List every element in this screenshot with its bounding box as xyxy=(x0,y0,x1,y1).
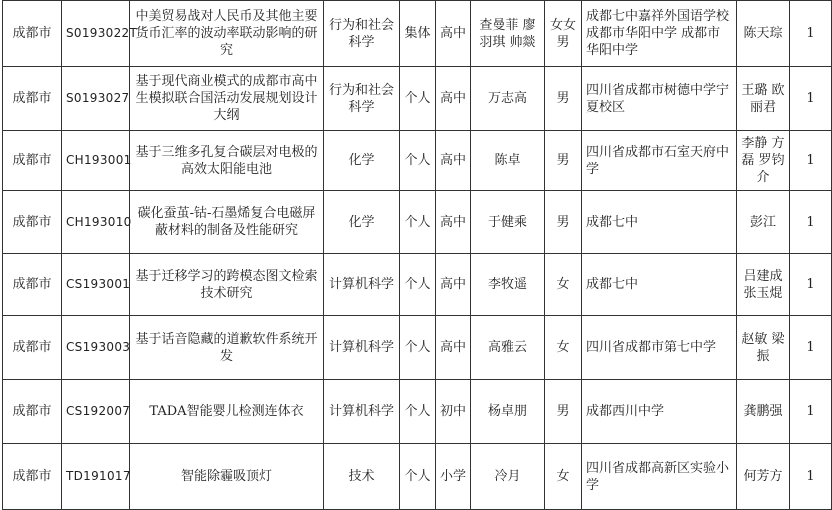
code-cell: S0193022T xyxy=(62,1,130,67)
category-cell: 行为和社会科学 xyxy=(324,67,400,131)
type-cell: 个人 xyxy=(400,191,436,254)
type-cell: 个人 xyxy=(400,444,436,510)
school-cell xyxy=(582,254,737,316)
city-cell: 成都市 xyxy=(3,131,62,191)
school-text: 四川省成都市石室天府中学 xyxy=(586,144,730,177)
code-cell: CH193010 xyxy=(62,191,130,254)
school-text: 成都七中 xyxy=(586,277,639,292)
project-cell: 碳化蚕茧-钴-石墨烯复合电磁屏蔽材料的制备及性能研究 xyxy=(130,191,324,254)
school-cell xyxy=(582,67,737,131)
level-cell: 高中 xyxy=(436,191,471,254)
results-table xyxy=(2,0,832,510)
level-cell: 高中 xyxy=(436,1,471,67)
teacher-cell: 陈天琮 xyxy=(737,1,790,67)
school-text: 成都七中 xyxy=(586,214,639,230)
category-cell: 计算机科学 xyxy=(324,316,400,380)
gender-cell: 男 xyxy=(545,380,582,444)
type-cell: 个人 xyxy=(400,316,436,380)
category-cell: 技术 xyxy=(324,444,400,510)
students-cell: 万志高 xyxy=(471,67,545,131)
category-cell: 化学 xyxy=(324,131,400,191)
level-cell: 高中 xyxy=(436,131,471,191)
project-cell: 基于话音隐藏的道歉软件系统开发 xyxy=(130,316,324,380)
table-row xyxy=(3,67,832,131)
code-cell: TD191017 xyxy=(62,444,130,510)
code-cell: CS193003 xyxy=(62,316,130,380)
school-text: 成都西川中学 xyxy=(586,404,665,419)
gender-cell: 男 xyxy=(545,131,582,191)
project-cell: 中美贸易战对人民币及其他主要货币汇率的波动率联动影响的研究 xyxy=(130,1,324,67)
teacher-cell: 赵敏 梁振 xyxy=(737,316,790,380)
code-cell: CH193001 xyxy=(62,131,130,191)
gender-cell: 女女男 xyxy=(545,1,582,67)
students-cell: 冷月 xyxy=(471,444,545,510)
teacher-cell: 彭江 xyxy=(737,191,790,254)
school-cell xyxy=(582,191,737,254)
category-cell: 计算机科学 xyxy=(324,254,400,316)
project-cell: 基于三维多孔复合碳层对电极的高效太阳能电池 xyxy=(130,131,324,191)
category-cell: 计算机科学 xyxy=(324,380,400,444)
gender-cell: 男 xyxy=(545,191,582,254)
school-text: 四川省成都高新区实验小学 xyxy=(586,460,730,493)
project-cell: TADA智能婴儿检测连体衣 xyxy=(130,380,324,444)
school-cell xyxy=(582,1,737,67)
code-cell: S0193027 xyxy=(62,67,130,131)
project-cell: 智能除霾吸顶灯 xyxy=(130,444,324,510)
gender-cell: 女 xyxy=(545,254,582,316)
teacher-cell: 吕建成 张玉焜 xyxy=(737,254,790,316)
city-cell: 成都市 xyxy=(3,444,62,510)
count-cell: 1 xyxy=(790,254,832,316)
city-cell: 成都市 xyxy=(3,191,62,254)
students-cell: 于健乘 xyxy=(471,191,545,254)
school-text: 成都七中嘉祥外国语学校 成都市华阳中学 成都市华阳中学 xyxy=(586,9,730,58)
type-cell: 个人 xyxy=(400,254,436,316)
students-cell: 高雅云 xyxy=(471,316,545,380)
school-cell xyxy=(582,316,737,380)
students-cell: 李牧遥 xyxy=(471,254,545,316)
count-cell: 1 xyxy=(790,131,832,191)
table-row xyxy=(3,254,832,316)
school-text: 四川省成都市第七中学 xyxy=(586,340,717,355)
level-cell: 高中 xyxy=(436,316,471,380)
students-cell: 查曼菲 廖羽琪 帅燚 xyxy=(471,1,545,67)
table-row xyxy=(3,380,832,444)
count-cell: 1 xyxy=(790,1,832,67)
level-cell: 高中 xyxy=(436,254,471,316)
project-cell: 基于现代商业模式的成都市高中生模拟联合国活动发展规划设计大纲 xyxy=(130,67,324,131)
level-cell: 小学 xyxy=(436,444,471,510)
city-cell: 成都市 xyxy=(3,67,62,131)
teacher-cell: 何芳方 xyxy=(737,444,790,510)
table-row xyxy=(3,444,832,510)
level-cell: 初中 xyxy=(436,380,471,444)
teacher-cell: 李静 方磊 罗钧介 xyxy=(737,131,790,191)
level-cell: 高中 xyxy=(436,67,471,131)
category-cell: 化学 xyxy=(324,191,400,254)
students-cell: 杨卓朋 xyxy=(471,380,545,444)
city-cell: 成都市 xyxy=(3,254,62,316)
table-row xyxy=(3,191,832,254)
type-cell: 个人 xyxy=(400,380,436,444)
count-cell: 1 xyxy=(790,380,832,444)
type-cell: 集体 xyxy=(400,1,436,67)
school-cell xyxy=(582,131,737,191)
gender-cell: 女 xyxy=(545,316,582,380)
count-cell: 1 xyxy=(790,67,832,131)
teacher-cell: 龚鹏强 xyxy=(737,380,790,444)
count-cell: 1 xyxy=(790,191,832,254)
city-cell: 成都市 xyxy=(3,1,62,67)
category-cell: 行为和社会科学 xyxy=(324,1,400,67)
type-cell: 个人 xyxy=(400,67,436,131)
city-cell: 成都市 xyxy=(3,316,62,380)
city-cell: 成都市 xyxy=(3,380,62,444)
project-cell: 基于迁移学习的跨模态图文检索技术研究 xyxy=(130,254,324,316)
gender-cell: 男 xyxy=(545,67,582,131)
table-row xyxy=(3,131,832,191)
gender-cell: 女 xyxy=(545,444,582,510)
type-cell: 个人 xyxy=(400,131,436,191)
school-cell xyxy=(582,444,737,510)
count-cell: 1 xyxy=(790,444,832,510)
code-cell: CS192007 xyxy=(62,380,130,444)
table-row xyxy=(3,316,832,380)
school-cell xyxy=(582,380,737,444)
code-cell: CS193001 xyxy=(62,254,130,316)
count-cell: 1 xyxy=(790,316,832,380)
table-row xyxy=(3,1,832,67)
school-text: 四川省成都市树德中学宁夏校区 xyxy=(586,82,730,115)
students-cell: 陈卓 xyxy=(471,131,545,191)
teacher-cell: 王璐 欧丽君 xyxy=(737,67,790,131)
